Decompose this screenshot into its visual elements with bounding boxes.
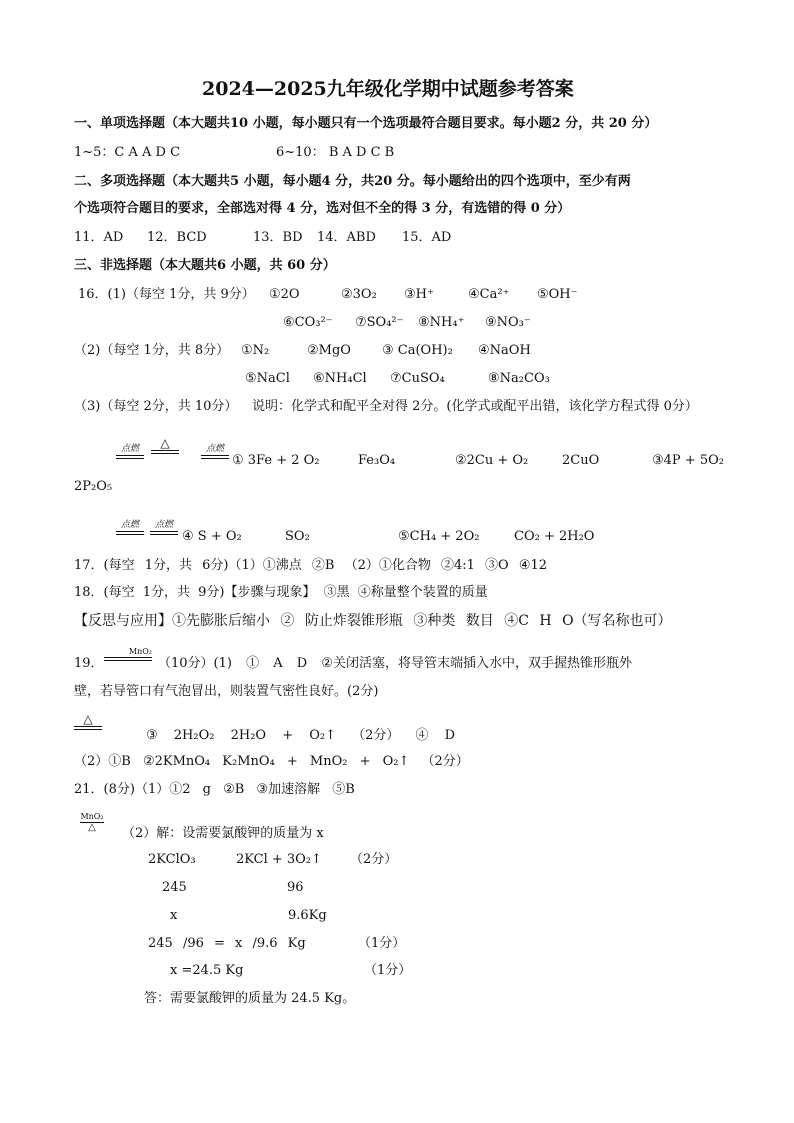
known-right: 9.6Kg — [288, 908, 327, 923]
section-3-heading: 三、非选择题（本大题共6 小题，共 60 分） — [74, 258, 336, 273]
ignite-condition: 点燃 — [150, 521, 178, 535]
answers-1-5: 1~5：C A A D C — [74, 145, 181, 160]
question-19-line2: 壁，若导管口有气泡冒出，则装置气密性良好。(2分) — [74, 684, 379, 699]
answer-13: 13．BD — [253, 230, 303, 245]
result-line: x =24.5 Kg — [170, 963, 244, 978]
q16-p1-item: ⑧NH₄⁺ — [418, 315, 465, 330]
q16-part3-note: 说明：化学式和配平全对得 2分。(化学式或配平出错，该化学方程式得 0分） — [252, 399, 698, 414]
result-score: （1分） — [364, 963, 412, 978]
question-21-line1: 21．(8分)（1）①2 g ②B ③加速溶解 ⑤B — [74, 782, 355, 797]
mno2-heat-condition: MnO₂ △ — [80, 812, 104, 833]
q16-p1-item: ⑥CO₃²⁻ — [283, 315, 333, 330]
molar-mass-right: 96 — [287, 880, 304, 895]
solution-equation-score: （2分） — [350, 852, 398, 867]
question-19-part2: （2）①B ②2KMnO₄ K₂MnO₄ + MnO₂ + O₂↑ （2分） — [74, 754, 469, 769]
ignite-condition: 点燃 — [201, 445, 229, 459]
q16-p2-item: ⑦CuSO₄ — [390, 371, 445, 386]
answers-6-10: 6~10： B A D C B — [276, 145, 395, 160]
equation-3-right: 2P₂O₅ — [74, 479, 113, 494]
q16-p2-item: ③ Ca(OH)₂ — [382, 343, 453, 358]
answer-12: 12．BCD — [147, 230, 207, 245]
ignite-condition: 点燃 — [116, 445, 144, 459]
solution-heading: （2）解：设需要氯酸钾的质量为 x — [122, 826, 324, 841]
q16-p1-item: ⑤OH⁻ — [537, 287, 578, 302]
question-19-line1: （10分）(1) ① A D ②关闭活塞，将导管末端插入水中，双手握热锥形瓶外 — [158, 656, 632, 671]
q16-p1-item: ⑨NO₃⁻ — [485, 315, 531, 330]
question-19-number: 19． — [74, 656, 104, 671]
q16-p1-item: ③H⁺ — [404, 287, 434, 302]
equation-2-right: 2CuO — [562, 453, 600, 468]
section-2-heading-line2: 个选项符合题目的要求，全部选对得 4 分，选对但不全的得 3 分，有选错的得 0 分） — [74, 201, 571, 216]
answer-14: 14．ABD — [317, 230, 376, 245]
equation-4-left: ④ S + O₂ — [182, 529, 242, 544]
q16-part1-head: 16．(1)（每空 1分，共 9分） — [78, 287, 255, 302]
equation-2-left: ②2Cu + O₂ — [455, 453, 529, 468]
question-19-eq3: ③ 2H₂O₂ 2H₂O + O₂↑ （2分） ④ D — [146, 728, 456, 743]
molar-mass-left: 245 — [162, 880, 187, 895]
q16-part3-head: （3)（每空 2分，共 10分） — [74, 399, 238, 414]
equation-4-right: SO₂ — [285, 529, 310, 544]
q16-p1-item: ②3O₂ — [341, 287, 377, 302]
ratio-line: 245 /96 = x /9.6 Kg — [148, 936, 306, 951]
question-18-line1: 18．(每空 1分，共 9分)【步骤与现象】 ③黑 ④称量整个装置的质量 — [74, 585, 488, 600]
unknown-left: x — [170, 908, 178, 923]
mno2-catalyst-condition: MnO₂ — [104, 648, 152, 661]
section-2-heading-line1: 二、多项选择题（本大题共5 小题，每小题4 分，共20 分。每小题给出的四个选项中，至少有两 — [74, 174, 631, 189]
section-1-heading: 一、单项选择题（本大题共10 小题，每小题只有一个选项最符合题目要求。每小题2 分，共 20 分） — [74, 116, 658, 131]
q16-p2-item: ①N₂ — [241, 343, 270, 358]
solution-equation-right: 2KCl + 3O₂↑ — [236, 852, 322, 867]
question-17: 17．(每空 1分，共 6分)（1）①沸点 ②B （2）①化合物 ②4:1 ③O ④12 — [74, 558, 548, 573]
q16-p1-item: ⑦SO₄²⁻ — [355, 315, 404, 330]
q16-p2-item: ⑤NaCl — [245, 371, 290, 386]
ratio-score: （1分） — [358, 936, 406, 951]
q16-p1-item: ①2O — [269, 287, 300, 302]
page-title: 2024—2025九年级化学期中试题参考答案 — [202, 78, 574, 100]
q16-p2-item: ④NaOH — [478, 343, 531, 358]
answer-15: 15．AD — [402, 230, 452, 245]
q16-p1-item: ④Ca²⁺ — [468, 287, 510, 302]
q16-part2-head: （2)（每空 1分，共 8分） — [74, 343, 230, 358]
q16-p2-item: ⑧Na₂CO₃ — [488, 371, 550, 386]
q16-p2-item: ②MgO — [307, 343, 351, 358]
solution-equation-left: 2KClO₃ — [148, 852, 196, 867]
final-answer: 答：需要氯酸钾的质量为 24.5 Kg。 — [144, 991, 356, 1006]
equation-1-right: Fe₃O₄ — [358, 453, 396, 468]
question-18-line2: 【反思与应用】①先膨胀后缩小 ② 防止炸裂锥形瓶 ③种类 数目 ④C H O（写名称也可） — [74, 613, 672, 629]
heat-condition: △ — [151, 437, 179, 454]
equation-3-left: ③4P + 5O₂ — [652, 453, 724, 468]
equation-5-left: ⑤CH₄ + 2O₂ — [398, 529, 480, 544]
heat-condition: △ — [74, 713, 102, 730]
ignite-condition: 点燃 — [116, 521, 144, 535]
answer-11: 11．AD — [74, 230, 124, 245]
equation-1-left: ① 3Fe + 2 O₂ — [232, 453, 320, 468]
equation-5-right: CO₂ + 2H₂O — [514, 529, 595, 544]
q16-p2-item: ⑥NH₄Cl — [313, 371, 367, 386]
